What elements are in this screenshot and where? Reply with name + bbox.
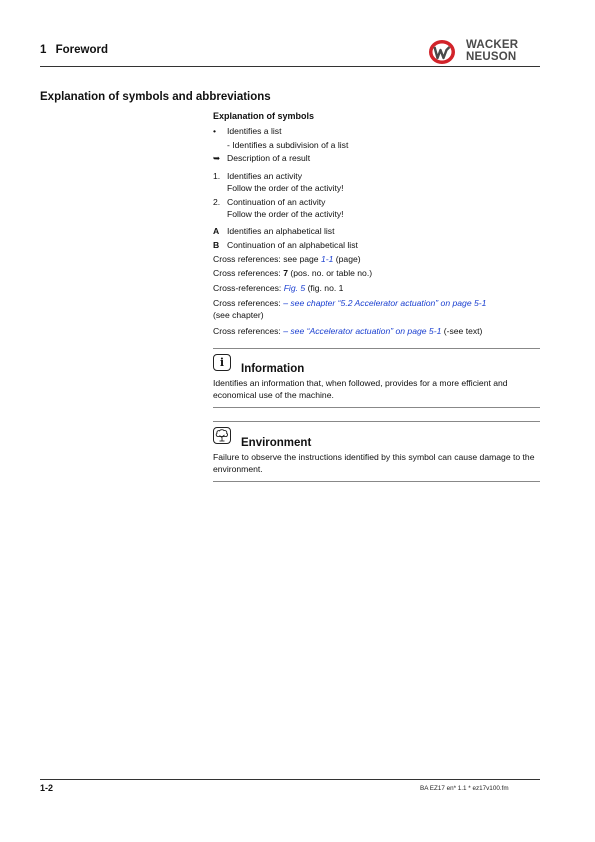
xref-bold-number: 7	[283, 268, 288, 278]
info-icon	[213, 354, 231, 371]
symbols-subtitle: Explanation of symbols	[213, 111, 315, 121]
activity-number: 1.	[213, 171, 221, 181]
page-number: 1-2	[40, 783, 54, 793]
information-title: Information	[241, 363, 305, 375]
result-item	[213, 153, 540, 165]
tree-icon	[213, 427, 231, 444]
xref-link[interactable]: – see “Accelerator actuation” on page 5-1	[283, 326, 442, 336]
activity-item	[213, 171, 540, 183]
xref-link[interactable]: 1-1	[320, 254, 334, 264]
bullet-marker: •	[213, 126, 217, 136]
bullet-item-text: Identifies a list	[227, 126, 282, 136]
xref-chapter-suffix: (see chapter)	[213, 310, 264, 320]
section-title: Explanation of symbols and abbreviations	[40, 91, 271, 103]
alpha-letter: A	[213, 226, 220, 236]
alpha-letter: B	[213, 240, 220, 250]
xref-link[interactable]: – see chapter “5.2 Accelerator actuation” on page 5-1	[283, 298, 487, 308]
activity-item	[213, 197, 540, 209]
logo-word-1: WACKER	[466, 39, 519, 51]
header-divider	[40, 66, 540, 67]
result-item-text: Description of a result	[227, 153, 311, 163]
chapter-title: Foreword	[55, 44, 108, 56]
result-arrow-icon: ➥	[213, 153, 221, 163]
activity-subtext: Follow the order of the activity!	[227, 183, 344, 193]
alpha-item	[213, 240, 540, 252]
activity-subtext: Follow the order of the activity!	[227, 209, 344, 219]
information-body: Identifies an information that, when followed, provides for a more efficient and economical use of the machine.	[213, 378, 508, 400]
xref-prefix: Cross references: see page	[213, 254, 321, 264]
cross-reference-pos	[213, 268, 540, 280]
cross-reference-fig	[213, 283, 540, 295]
document-reference: BA EZ17 en* 1.1 * ez17v100.fm	[420, 785, 509, 792]
xref-link[interactable]: Fig. 5	[283, 283, 306, 293]
logo-emblem-icon	[428, 39, 456, 65]
xref-prefix: Cross references:	[213, 326, 284, 336]
divider	[213, 348, 540, 349]
cross-reference-page	[213, 254, 540, 266]
xref-prefix: Cross references:	[213, 298, 284, 308]
chapter-heading	[40, 44, 108, 56]
wacker-neuson-logo	[428, 38, 540, 66]
cross-reference-chapter	[213, 298, 540, 310]
activity-text: Continuation of an activity	[227, 197, 326, 207]
xref-suffix: (page)	[333, 254, 361, 264]
divider	[213, 407, 540, 408]
bullet-list-item	[213, 126, 540, 138]
divider	[213, 481, 540, 482]
info-glyph: i	[219, 356, 225, 369]
cross-reference-text	[213, 326, 540, 338]
xref-suffix: (-see text)	[441, 326, 483, 336]
environment-body: Failure to observe the instructions identified by this symbol can cause damage to the environment.	[213, 452, 535, 474]
logo-word-2: NEUSON	[466, 51, 517, 63]
sub-list-item: - Identifies a subdivision of a list	[227, 140, 349, 150]
xref-prefix: Cross-references:	[213, 283, 284, 293]
activity-text: Identifies an activity	[227, 171, 302, 181]
alpha-item	[213, 226, 540, 238]
footer-divider	[40, 779, 540, 780]
alpha-text: Identifies an alphabetical list	[227, 226, 335, 236]
alpha-text: Continuation of an alphabetical list	[227, 240, 358, 250]
activity-number: 2.	[213, 197, 221, 207]
environment-title: Environment	[241, 437, 312, 449]
xref-suffix: (fig. no. 1	[305, 283, 344, 293]
xref-suffix: (pos. no. or table no.)	[288, 268, 373, 278]
divider	[213, 421, 540, 422]
xref-prefix: Cross references:	[213, 268, 284, 278]
chapter-number: 1	[40, 44, 47, 56]
